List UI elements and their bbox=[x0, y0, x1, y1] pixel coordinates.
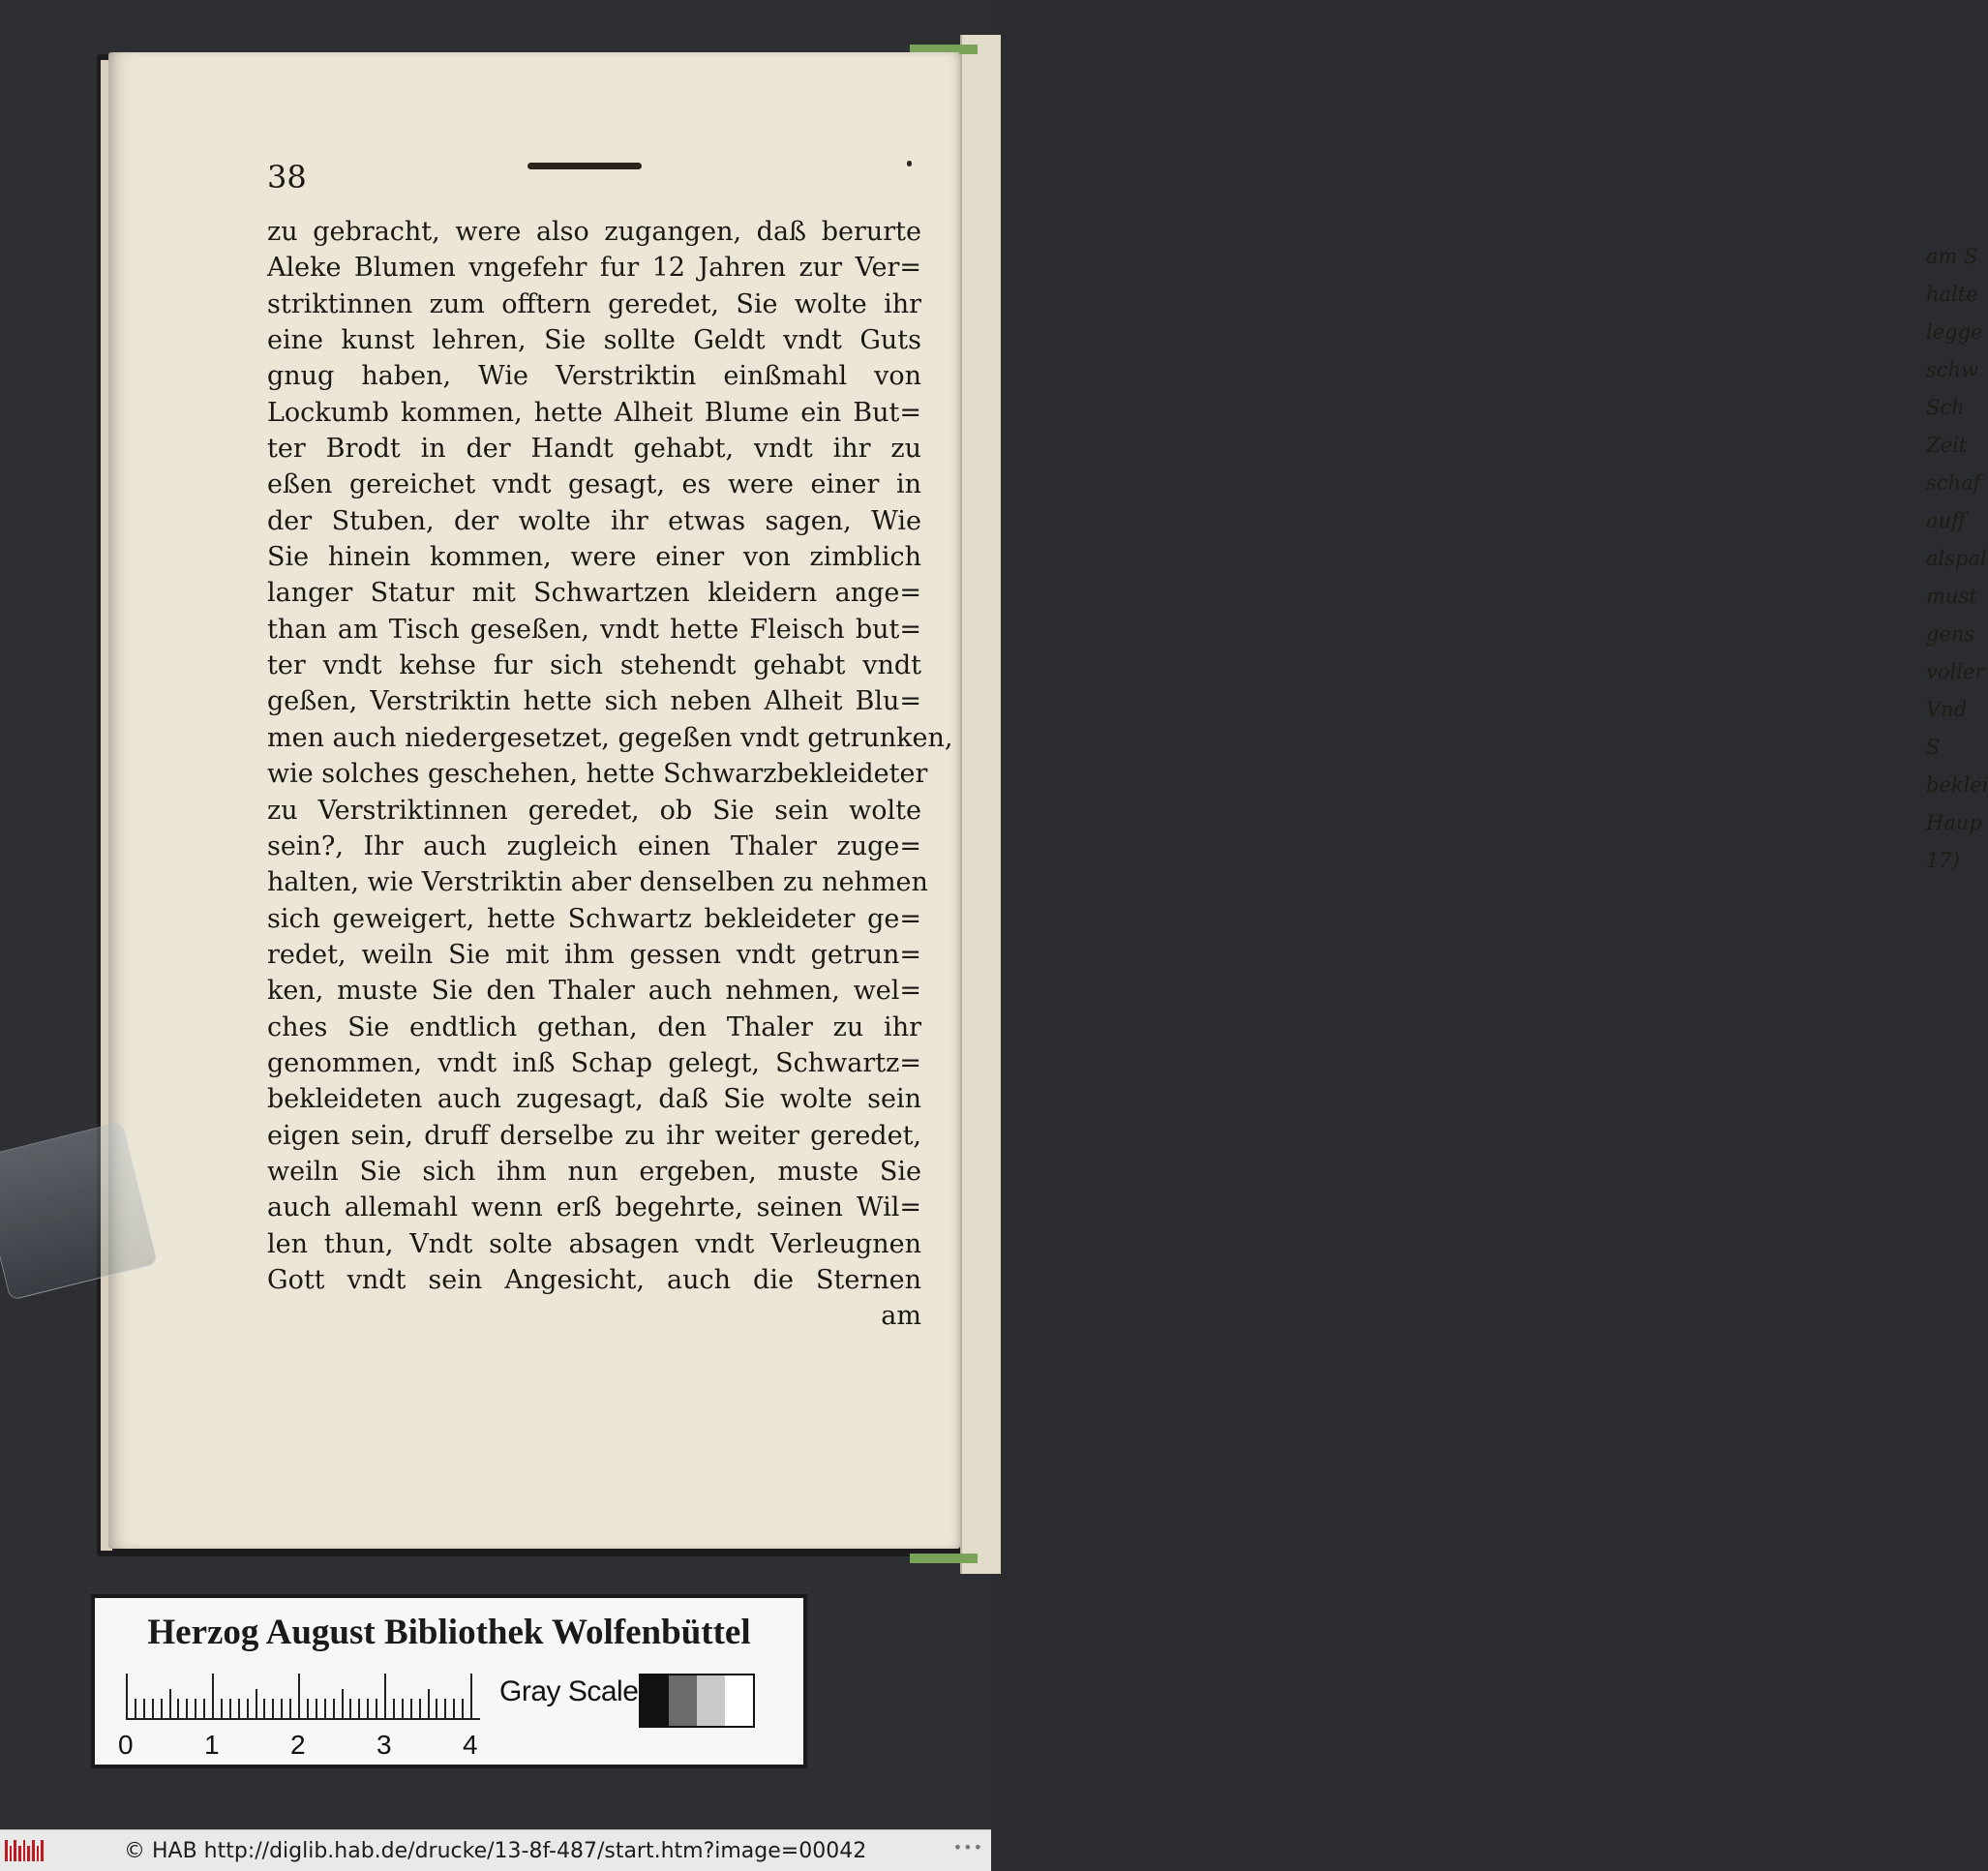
ruler-tick bbox=[402, 1699, 404, 1718]
status-url-text[interactable]: © HAB http://diglib.hab.de/drucke/13-8f-487/start.htm?image=00042 bbox=[124, 1839, 867, 1863]
ruler-tick bbox=[272, 1699, 274, 1718]
ruler-tick bbox=[221, 1699, 223, 1718]
ruler-tick bbox=[462, 1699, 464, 1718]
text-line: auch allemahl wenn erß begehrte, seinen Wil= bbox=[267, 1192, 921, 1223]
ruler-tick bbox=[307, 1699, 309, 1718]
ruler-tick bbox=[263, 1699, 265, 1718]
page-number: 38 bbox=[267, 159, 307, 196]
ruler-tick bbox=[212, 1674, 214, 1718]
text-line: Gott vndt sein Angesicht, auch die Sternen bbox=[267, 1264, 921, 1295]
ruler-tick bbox=[161, 1699, 163, 1718]
text-line: halten, wie Verstriktin aber denselben zu nehmen bbox=[267, 867, 928, 898]
facing-page-fragment: am S bbox=[1926, 245, 1978, 268]
facing-page bbox=[960, 35, 1988, 1574]
text-line: ter vndt kehse fur sich stehendt gehabt vndt bbox=[267, 650, 921, 681]
facing-page-fragment: Vnd bbox=[1926, 698, 1968, 721]
facing-page-text bbox=[1926, 238, 1988, 880]
facing-page-fragment: schaf bbox=[1926, 471, 1981, 495]
ruler-tick bbox=[169, 1689, 171, 1718]
ruler-tick bbox=[410, 1699, 412, 1718]
ruler-tick bbox=[238, 1699, 240, 1718]
facing-page-fragment: Zeit bbox=[1926, 434, 1968, 457]
ruler-tick bbox=[247, 1699, 249, 1718]
hab-logo-icon bbox=[5, 1840, 44, 1861]
ruler-tick bbox=[428, 1689, 430, 1718]
text-line: genommen, vndt inß Schap gelegt, Schwartz= bbox=[267, 1047, 921, 1078]
text-line: Sie hinein kommen, were einer von zimblich bbox=[267, 542, 921, 573]
text-line: geßen, Verstriktin hette sich neben Alheit Blu= bbox=[267, 686, 921, 717]
facing-page-fragment: halte bbox=[1926, 283, 1978, 306]
page-text bbox=[267, 214, 953, 1335]
ruler-tick bbox=[229, 1699, 231, 1718]
ruler-tick bbox=[333, 1699, 335, 1718]
text-line: sein?, Ihr auch zugleich einen Thaler zuge= bbox=[267, 830, 921, 861]
ruler-tick bbox=[152, 1699, 154, 1718]
facing-page-fragment: S bbox=[1926, 736, 1941, 759]
text-line: Lockumb kommen, hette Alheit Blume ein But= bbox=[267, 397, 921, 428]
facing-page-fragment: voller bbox=[1926, 660, 1985, 683]
ruler-number: 2 bbox=[290, 1730, 306, 1760]
facing-page-fragment: legge bbox=[1926, 320, 1983, 344]
ruler-tick bbox=[324, 1699, 326, 1718]
library-title: Herzog August Bibliothek Wolfenbüttel bbox=[147, 1613, 751, 1652]
text-line: Aleke Blumen vngefehr fur 12 Jahren zur Ver= bbox=[267, 253, 921, 284]
facing-page-fragment: must bbox=[1926, 585, 1977, 608]
text-line: wie solches geschehen, hette Schwarzbekleideter bbox=[267, 759, 928, 790]
text-line: bekleideten auch zugesagt, daß Sie wolte sein bbox=[267, 1084, 921, 1115]
ruler-number: 0 bbox=[118, 1730, 134, 1760]
ruler-tick bbox=[470, 1674, 472, 1718]
gray-swatch bbox=[697, 1675, 725, 1726]
gray-scale-label: Gray Scale bbox=[499, 1675, 639, 1707]
header-ornament-rule bbox=[527, 163, 642, 169]
ruler-tick bbox=[316, 1699, 317, 1718]
text-line: zu gebracht, were also zugangen, daß berurte bbox=[267, 217, 921, 247]
text-line: der Stuben, der wolte ihr etwas sagen, Wie bbox=[267, 505, 921, 536]
centimeter-ruler bbox=[126, 1674, 480, 1720]
ruler-tick bbox=[342, 1689, 344, 1718]
ruler-tick bbox=[384, 1674, 386, 1718]
facing-page-fragment: gens bbox=[1926, 622, 1975, 646]
text-line: weiln Sie sich ihm nun ergeben, muste Sie bbox=[267, 1156, 921, 1187]
ruler-tick bbox=[186, 1699, 188, 1718]
text-line: ches Sie endtlich gethan, den Thaler zu ihr bbox=[267, 1011, 921, 1042]
ruler-tick bbox=[453, 1699, 455, 1718]
text-line: than am Tisch geseßen, vndt hette Fleisch but= bbox=[267, 614, 921, 645]
ruler-number: 3 bbox=[377, 1730, 392, 1760]
ruler-tick bbox=[143, 1699, 145, 1718]
text-line: len thun, Vndt solte absagen vndt Verleugnen bbox=[267, 1228, 921, 1259]
facing-page-fragment: 17) bbox=[1926, 849, 1960, 872]
ruler-tick bbox=[436, 1699, 437, 1718]
ruler-number: 4 bbox=[463, 1730, 478, 1760]
text-line: redet, weiln Sie mit ihm gessen vndt getrun= bbox=[267, 939, 921, 970]
ruler-tick bbox=[256, 1689, 257, 1718]
text-line: striktinnen zum offtern geredet, Sie wolte ihr bbox=[267, 288, 921, 319]
ruler-tick bbox=[367, 1699, 369, 1718]
ruler-tick bbox=[126, 1674, 128, 1718]
header-dot bbox=[907, 161, 912, 166]
ruler-number: 1 bbox=[204, 1730, 220, 1760]
facing-page-fragment: beklei bbox=[1926, 773, 1988, 797]
ruler-tick bbox=[195, 1699, 196, 1718]
text-line: men auch niedergesetzet, gegeßen vndt getrunken, bbox=[267, 722, 953, 753]
ruler-tick bbox=[281, 1699, 283, 1718]
library-label-card bbox=[95, 1598, 803, 1765]
text-line: langer Statur mit Schwartzen kleidern ange= bbox=[267, 578, 921, 609]
text-line: zu Verstriktinnen geredet, ob Sie sein wolte bbox=[267, 795, 921, 826]
status-bar bbox=[0, 1829, 991, 1871]
text-line: sich geweigert, hette Schwartz bekleideter ge= bbox=[267, 903, 921, 934]
text-line: gnug haben, Wie Verstriktin einßmahl von bbox=[267, 361, 921, 392]
text-line: eßen gereichet vndt gesagt, es were einer in bbox=[267, 469, 921, 500]
ruler-tick bbox=[358, 1699, 360, 1718]
facing-page-fragment: auff bbox=[1926, 509, 1966, 532]
ruler-tick bbox=[135, 1699, 136, 1718]
ruler-tick bbox=[289, 1699, 291, 1718]
ruler-tick bbox=[177, 1699, 179, 1718]
gray-scale-swatches bbox=[639, 1674, 755, 1728]
text-line: am bbox=[881, 1301, 921, 1332]
ruler-tick bbox=[298, 1674, 300, 1718]
facing-page-fragment: schw bbox=[1926, 358, 1979, 381]
facing-page-fragment: Haup bbox=[1926, 811, 1982, 834]
text-line: ken, muste Sie den Thaler auch nehmen, wel= bbox=[267, 976, 921, 1007]
gray-swatch bbox=[669, 1675, 697, 1726]
ruler-tick bbox=[444, 1699, 446, 1718]
gray-swatch bbox=[641, 1675, 669, 1726]
ruler-tick bbox=[393, 1699, 395, 1718]
text-line: ter Brodt in der Handt gehabt, vndt ihr zu bbox=[267, 434, 921, 465]
facing-page-fragment: alspal bbox=[1926, 547, 1987, 570]
ruler-tick bbox=[203, 1699, 205, 1718]
facing-page-fragment: Sch bbox=[1926, 396, 1965, 419]
ruler-tick bbox=[376, 1699, 377, 1718]
more-icon[interactable]: ••• bbox=[952, 1838, 983, 1856]
ruler-tick bbox=[349, 1699, 351, 1718]
gray-swatch bbox=[725, 1675, 753, 1726]
text-line: eine kunst lehren, Sie sollte Geldt vndt Guts bbox=[267, 325, 921, 356]
green-bookmark-bottom bbox=[910, 1554, 978, 1563]
ruler-tick bbox=[419, 1699, 421, 1718]
text-line: eigen sein, druff derselbe zu ihr weiter geredet, bbox=[267, 1120, 921, 1151]
